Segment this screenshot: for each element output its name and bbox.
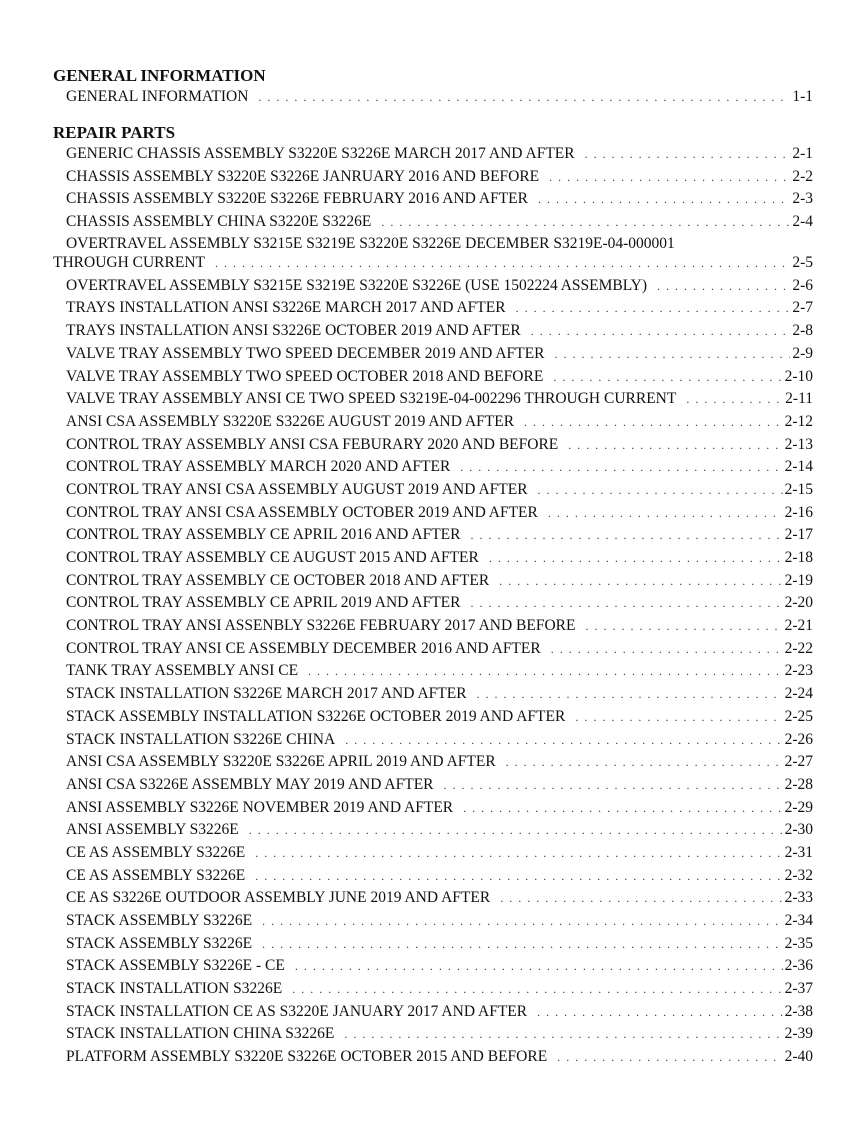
toc-entry-page: 2-6 [792,276,813,294]
toc-entry-page: 2-31 [784,843,813,861]
toc-entry-title: CONTROL TRAY ANSI CSA ASSEMBLY OCTOBER 2019 AND AFTER [66,503,538,521]
toc-entry-page: 2-9 [792,344,813,362]
toc-entry-title: CONTROL TRAY ASSEMBLY MARCH 2020 AND AFTER [66,458,451,476]
toc-entry[interactable] [66,388,813,411]
toc-entry-title: VALVE TRAY ASSEMBLY ANSI CE TWO SPEED S3219E-04-002296 THROUGH CURRENT [66,390,677,408]
toc-entry[interactable] [66,166,813,189]
toc-entry-page: 2-7 [792,299,813,317]
dot-leader [262,933,782,956]
toc-entry[interactable] [66,592,813,615]
dot-leader [551,638,783,661]
toc-entry-page: 2-25 [784,707,813,725]
toc-entry[interactable] [66,1023,813,1046]
dot-leader [585,615,782,638]
toc-entry[interactable] [66,638,813,661]
toc-entry-page: 2-26 [784,730,813,748]
dot-leader [470,592,782,615]
toc-entry-title: CONTROL TRAY ASSEMBLY ANSI CSA FEBURARY 2020 AND BEFORE [66,435,559,453]
toc-entry-page: 2-27 [784,753,813,771]
toc-entry[interactable] [66,188,813,211]
toc-entry[interactable] [66,615,813,638]
toc-entry[interactable] [66,502,813,525]
dot-leader [516,297,791,320]
toc-entry-page: 2-39 [784,1025,813,1043]
toc-entry-title: STACK INSTALLATION S3226E CHINA [66,730,336,748]
toc-entry[interactable] [66,1046,813,1069]
dot-leader [308,660,783,683]
toc-entry-title: STACK ASSEMBLY S3226E - CE [66,957,285,975]
toc-entry[interactable] [66,842,813,865]
toc-entry-page: 2-8 [792,322,813,340]
dot-leader [499,570,782,593]
toc-entry-page: 2-13 [784,435,813,453]
toc-entry-title: VALVE TRAY ASSEMBLY TWO SPEED OCTOBER 2018 AND BEFORE [66,367,544,385]
toc-entry[interactable] [66,411,813,434]
toc-entry-page: 2-11 [785,390,813,408]
dot-leader [657,275,790,298]
toc-entry-line1[interactable] [66,234,813,253]
toc-entry[interactable] [66,570,813,593]
toc-entry-page: 2-10 [784,367,813,385]
toc-entry-page: 2-24 [784,685,813,703]
toc-entry-title: STACK INSTALLATION S3226E [66,980,283,998]
dot-leader [249,819,783,842]
toc-entry[interactable] [66,910,813,933]
dot-leader [489,547,783,570]
toc-entry-page: 2-33 [784,889,813,907]
toc-entry-page: 2-4 [792,213,813,231]
toc-entry-page: 2-36 [784,957,813,975]
toc-entry-page: 2-18 [784,549,813,566]
toc-entry-page: 2-29 [784,798,813,816]
toc-entry[interactable] [66,86,813,109]
toc-entry[interactable] [66,211,813,234]
toc-entry-page: 2-22 [784,639,813,657]
dot-leader [381,211,790,234]
toc-entry[interactable] [66,683,813,706]
toc-entry-title: TRAYS INSTALLATION ANSI S3226E OCTOBER 2019 AND AFTER [66,322,521,340]
dot-leader [463,797,782,820]
toc-entry-page: 2-40 [784,1048,813,1066]
dot-leader [470,524,782,547]
toc-entry[interactable] [66,660,813,683]
dot-leader [344,1023,782,1046]
toc-list [53,143,813,1069]
toc-entry[interactable] [66,434,813,457]
dot-leader [255,842,782,865]
toc-entry-title: TRAYS INSTALLATION ANSI S3226E MARCH 2017 AND AFTER [66,299,506,317]
dot-leader [506,751,783,774]
toc-entry[interactable] [66,865,813,888]
toc-entry[interactable] [66,819,813,842]
toc-entry-page: 2-19 [784,571,813,589]
dot-leader [548,502,783,525]
toc-entry-title: CE AS ASSEMBLY S3226E [66,866,246,884]
dot-leader [557,1046,782,1069]
toc-entry-title: ANSI ASSEMBLY S3226E [66,821,239,839]
toc-entry-page: 2-34 [784,912,813,929]
toc-entry-title: CONTROL TRAY ANSI CSA ASSEMBLY AUGUST 2019 AND AFTER [66,480,528,498]
toc-entry-title: CONTROL TRAY ASSEMBLY CE APRIL 2016 AND AFTER [66,526,461,544]
toc-entry[interactable] [66,729,813,752]
dot-leader [215,253,790,273]
toc-entry-page: 2-38 [784,1002,813,1020]
toc-entry-page: 2-37 [784,980,813,998]
dot-leader [444,774,783,797]
dot-leader [585,143,791,166]
dot-leader [255,865,782,888]
toc-entry-page: 2-15 [784,480,813,498]
toc-entry-page: 2-16 [784,503,813,521]
toc-entry[interactable] [66,297,813,320]
toc-entry[interactable] [66,343,813,366]
toc-entry[interactable] [66,143,813,166]
toc-entry[interactable] [66,887,813,910]
toc-entry-title: TANK TRAY ASSEMBLY ANSI CE [66,662,299,680]
toc-entry-title: THROUGH CURRENT [53,253,205,271]
dot-leader [292,978,782,1001]
section-title: REPAIR PARTS [53,123,176,142]
toc-entry-page: 2-17 [784,526,813,544]
dot-leader [686,388,783,411]
dot-leader [538,188,790,211]
dot-leader [553,366,782,389]
toc-entry[interactable] [66,524,813,547]
toc-entry-title: PLATFORM ASSEMBLY S3220E S3226E OCTOBER 2015 AND BEFORE [66,1048,548,1066]
toc-entry-title: CONTROL TRAY ASSEMBLY CE AUGUST 2015 AND AFTER [66,549,479,566]
toc-entry-title: CHASSIS ASSEMBLY S3220E S3226E FEBRUARY 2016 AND AFTER [66,190,528,208]
toc-entry-title: ANSI CSA ASSEMBLY S3220E S3226E APRIL 2019 AND AFTER [66,753,496,771]
dot-leader [531,320,791,343]
toc-entry[interactable] [66,456,813,479]
toc-entry[interactable] [66,1001,813,1024]
toc-entry[interactable] [66,275,813,298]
toc-entry-title: CONTROL TRAY ASSEMBLY CE OCTOBER 2018 AND AFTER [66,571,490,589]
toc-entry-page: 2-23 [784,662,813,680]
toc-entry-page: 2-1 [792,145,813,162]
toc-entry-title: CONTROL TRAY ANSI CE ASSEMBLY DECEMBER 2016 AND AFTER [66,639,541,657]
toc-entry-title: ANSI ASSEMBLY S3226E NOVEMBER 2019 AND AFTER [66,798,454,816]
dot-leader [258,86,790,109]
toc-entry[interactable] [66,978,813,1001]
toc-entry-title: VALVE TRAY ASSEMBLY TWO SPEED DECEMBER 2019 AND AFTER [66,344,545,362]
toc-entry-title: OVERTRAVEL ASSEMBLY S3215E S3219E S3220E S3226E (USE 1502224 ASSEMBLY) [66,276,648,294]
toc-entry-title: CHASSIS ASSEMBLY CHINA S3220E S3226E [66,213,372,231]
toc-entry-page: 2-5 [792,253,813,271]
toc-entry-page: 2-28 [784,775,813,793]
toc-entry[interactable] [66,320,813,343]
toc-entry-title: CHASSIS ASSEMBLY S3220E S3226E JANRUARY 2016 AND BEFORE [66,167,540,185]
toc-entry-title: STACK INSTALLATION S3226E MARCH 2017 AND AFTER [66,685,467,703]
toc-entry-page: 1-1 [792,88,813,105]
toc-entry-title: ANSI CSA S3226E ASSEMBLY MAY 2019 AND AFTER [66,775,434,793]
toc-entry-page: 2-32 [784,866,813,884]
toc-entry-page: 2-14 [784,458,813,476]
toc-entry-page: 2-20 [784,594,813,612]
toc-entry-title: GENERAL INFORMATION [66,88,249,105]
toc-entry[interactable] [66,366,813,389]
dot-leader [537,1001,782,1024]
dot-leader [500,887,782,910]
toc-entry[interactable] [66,706,813,729]
toc-entry-title: GENERIC CHASSIS ASSEMBLY S3220E S3226E MARCH 2017 AND AFTER [66,145,575,162]
toc-entry-title: STACK ASSEMBLY S3226E [66,934,253,952]
dot-leader [568,434,782,457]
toc-entry[interactable] [66,797,813,820]
toc-entry-title: STACK INSTALLATION CHINA S3226E [66,1025,335,1043]
dot-leader [295,955,783,978]
toc-entry[interactable] [66,933,813,956]
toc-entry-page: 2-2 [792,167,813,185]
toc-entry-title: CE AS ASSEMBLY S3226E [66,843,246,861]
toc-entry-page: 2-3 [792,190,813,208]
dot-leader [262,910,782,933]
toc-entry-title: CONTROL TRAY ANSI ASSENBLY S3226E FEBRUARY 2017 AND BEFORE [66,617,576,635]
toc-entry[interactable] [66,547,813,570]
toc-entry-title: CONTROL TRAY ASSEMBLY CE APRIL 2019 AND AFTER [66,594,461,612]
dot-leader [524,411,783,434]
toc-entry-page: 2-35 [784,934,813,952]
toc-entry[interactable] [53,253,813,275]
dot-leader [460,456,782,479]
toc-entry[interactable] [66,955,813,978]
dot-leader [538,479,783,502]
toc-entry-title: ANSI CSA ASSEMBLY S3220E S3226E AUGUST 2019 AND AFTER [66,412,515,430]
toc-entry-title: STACK ASSEMBLY INSTALLATION S3226E OCTOBER 2019 AND AFTER [66,707,566,725]
dot-leader [554,343,790,366]
toc-entry-title: CE AS S3226E OUTDOOR ASSEMBLY JUNE 2019 AND AFTER [66,889,491,907]
toc-entry[interactable] [66,774,813,797]
dot-leader [477,683,783,706]
toc-entry-page: 2-12 [784,412,813,430]
section-general-information [53,66,813,109]
toc-entry-title: OVERTRAVEL ASSEMBLY S3215E S3219E S3220E S3226E DECEMBER S3219E-04-000001 [66,234,675,252]
section-repair-parts [53,123,813,1069]
toc-entry[interactable] [66,751,813,774]
dot-leader [549,166,790,189]
dot-leader [575,706,782,729]
dot-leader [345,729,782,752]
toc-entry-title: STACK INSTALLATION CE AS S3220E JANUARY 2017 AND AFTER [66,1002,528,1020]
section-title: GENERAL INFORMATION [53,66,266,85]
toc-entry-title: STACK ASSEMBLY S3226E [66,912,253,929]
toc-entry-page: 2-21 [784,617,813,635]
toc-entry-page: 2-30 [784,821,813,839]
toc-entry[interactable] [66,479,813,502]
